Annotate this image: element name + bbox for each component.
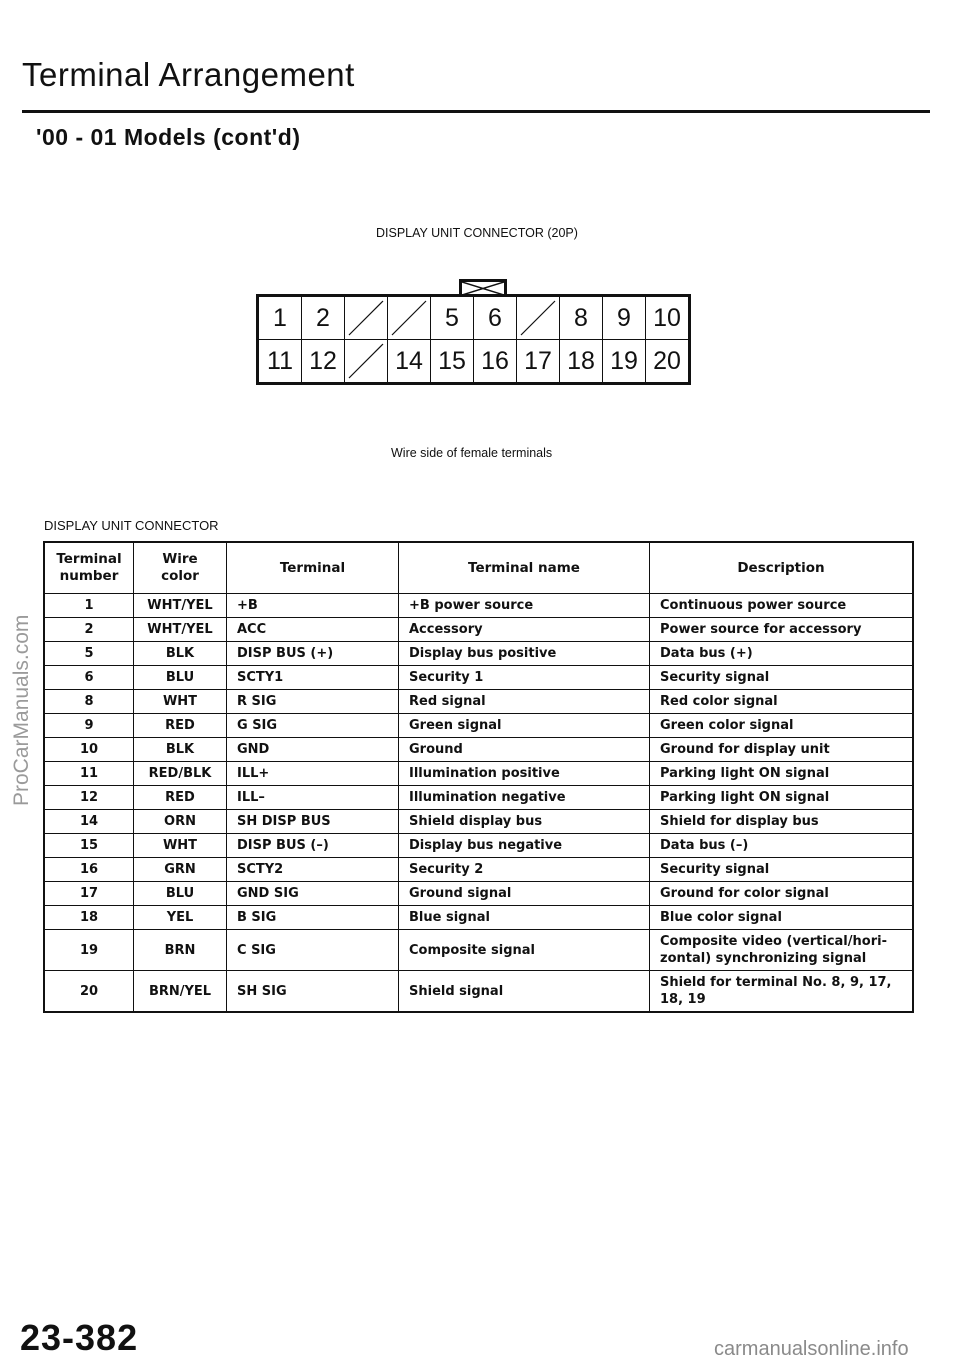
table-row	[44, 882, 913, 906]
cell-description: Red color signal	[650, 690, 914, 714]
cell-number: 10	[44, 738, 134, 762]
table-row	[44, 666, 913, 690]
cell-terminal: GND SIG	[227, 882, 399, 906]
connector-pin: 6	[474, 296, 517, 340]
table-row	[44, 906, 913, 930]
header-terminal-number: Terminal number	[44, 542, 134, 594]
header-wire-color: Wire color	[134, 542, 227, 594]
connector-empty-cavity	[388, 296, 431, 340]
cell-terminal: SH DISP BUS	[227, 810, 399, 834]
table-row	[44, 786, 913, 810]
cell-terminal-name: Display bus negative	[399, 834, 650, 858]
cell-terminal: SCTY2	[227, 858, 399, 882]
terminal-table	[43, 541, 914, 1013]
connector-pin: 9	[603, 296, 646, 340]
cell-number: 1	[44, 594, 134, 618]
connector-row	[258, 296, 690, 340]
table-row	[44, 930, 913, 971]
table-row	[44, 858, 913, 882]
connector-label: DISPLAY UNIT CONNECTOR (20P)	[376, 226, 578, 240]
connector-pin-grid	[256, 294, 691, 385]
cell-terminal-name: Illumination negative	[399, 786, 650, 810]
cell-terminal-name: Shield display bus	[399, 810, 650, 834]
cell-terminal-name: Composite signal	[399, 930, 650, 971]
header-terminal-name: Terminal name	[399, 542, 650, 594]
cell-terminal-name: Security 2	[399, 858, 650, 882]
cell-number: 16	[44, 858, 134, 882]
cell-description: Parking light ON signal	[650, 786, 914, 810]
cell-description: Shield for terminal No. 8, 9, 17, 18, 19	[650, 971, 914, 1013]
cell-wire-color: YEL	[134, 906, 227, 930]
cell-number: 5	[44, 642, 134, 666]
connector-pin: 14	[388, 340, 431, 384]
watermark-text: ProCarManuals.com	[10, 614, 33, 806]
cell-terminal: SH SIG	[227, 971, 399, 1013]
cell-terminal-name: Blue signal	[399, 906, 650, 930]
cell-terminal-name: Shield signal	[399, 971, 650, 1013]
cell-terminal: R SIG	[227, 690, 399, 714]
cell-number: 11	[44, 762, 134, 786]
page-subtitle: '00 - 01 Models (cont'd)	[36, 124, 301, 150]
cell-terminal: GND	[227, 738, 399, 762]
cell-wire-color: WHT/YEL	[134, 594, 227, 618]
connector-pin: 16	[474, 340, 517, 384]
cell-number: 2	[44, 618, 134, 642]
cell-terminal: B SIG	[227, 906, 399, 930]
cell-number: 12	[44, 786, 134, 810]
cell-description: Ground for display unit	[650, 738, 914, 762]
connector-pin: 18	[560, 340, 603, 384]
cell-terminal: ACC	[227, 618, 399, 642]
table-label: DISPLAY UNIT CONNECTOR	[44, 518, 219, 533]
cell-number: 20	[44, 971, 134, 1013]
cell-terminal: G SIG	[227, 714, 399, 738]
cell-wire-color: WHT	[134, 690, 227, 714]
connector-pin: 1	[258, 296, 302, 340]
table-row	[44, 834, 913, 858]
connector-pin: 20	[646, 340, 690, 384]
cell-terminal: DISP BUS (–)	[227, 834, 399, 858]
cell-wire-color: ORN	[134, 810, 227, 834]
cell-terminal: SCTY1	[227, 666, 399, 690]
connector-caption: Wire side of female terminals	[391, 446, 553, 460]
connector-pin: 15	[431, 340, 474, 384]
cell-number: 15	[44, 834, 134, 858]
title-rule	[22, 110, 930, 113]
connector-row	[258, 340, 690, 384]
page-number: 23-382	[20, 1317, 139, 1358]
connector-empty-cavity	[517, 296, 560, 340]
cell-wire-color: WHT	[134, 834, 227, 858]
site-footer: carmanualsonline.info	[714, 1338, 909, 1360]
table-header-row	[44, 542, 913, 594]
cell-terminal: DISP BUS (+)	[227, 642, 399, 666]
table-row	[44, 642, 913, 666]
cell-wire-color: GRN	[134, 858, 227, 882]
cell-description: Security signal	[650, 666, 914, 690]
cell-description: Continuous power source	[650, 594, 914, 618]
cell-wire-color: BLK	[134, 642, 227, 666]
connector-empty-cavity	[345, 296, 388, 340]
cell-wire-color: WHT/YEL	[134, 618, 227, 642]
connector-pin: 2	[302, 296, 345, 340]
cell-description: Composite video (vertical/hori-zontal) synchronizing signal	[650, 930, 914, 971]
cell-number: 9	[44, 714, 134, 738]
cell-number: 17	[44, 882, 134, 906]
cell-wire-color: BLU	[134, 666, 227, 690]
cell-terminal-name: Accessory	[399, 618, 650, 642]
table-row	[44, 810, 913, 834]
cell-number: 14	[44, 810, 134, 834]
cell-terminal-name: Illumination positive	[399, 762, 650, 786]
cell-wire-color: RED	[134, 714, 227, 738]
cell-number: 8	[44, 690, 134, 714]
connector-pin: 5	[431, 296, 474, 340]
cell-description: Parking light ON signal	[650, 762, 914, 786]
cell-terminal-name: +B power source	[399, 594, 650, 618]
cell-terminal: C SIG	[227, 930, 399, 971]
cell-wire-color: BLU	[134, 882, 227, 906]
table-row	[44, 762, 913, 786]
connector-lock-tab	[459, 279, 507, 295]
cell-number: 18	[44, 906, 134, 930]
cell-terminal: +B	[227, 594, 399, 618]
cell-terminal-name: Ground signal	[399, 882, 650, 906]
connector-empty-cavity	[345, 340, 388, 384]
table-row	[44, 738, 913, 762]
cell-description: Ground for color signal	[650, 882, 914, 906]
cell-wire-color: BRN	[134, 930, 227, 971]
connector-pin: 17	[517, 340, 560, 384]
cell-wire-color: BRN/YEL	[134, 971, 227, 1013]
header-terminal: Terminal	[227, 542, 399, 594]
connector-pin: 19	[603, 340, 646, 384]
connector-pin: 8	[560, 296, 603, 340]
table-row	[44, 618, 913, 642]
cell-wire-color: RED/BLK	[134, 762, 227, 786]
cell-description: Blue color signal	[650, 906, 914, 930]
connector-pin: 11	[258, 340, 302, 384]
table-row	[44, 971, 913, 1013]
cell-wire-color: BLK	[134, 738, 227, 762]
cell-number: 19	[44, 930, 134, 971]
table-row	[44, 690, 913, 714]
table-row	[44, 594, 913, 618]
cell-description: Data bus (–)	[650, 834, 914, 858]
cell-description: Data bus (+)	[650, 642, 914, 666]
cell-terminal-name: Green signal	[399, 714, 650, 738]
cell-terminal-name: Ground	[399, 738, 650, 762]
cell-number: 6	[44, 666, 134, 690]
cell-description: Green color signal	[650, 714, 914, 738]
connector-pin: 12	[302, 340, 345, 384]
cell-terminal-name: Display bus positive	[399, 642, 650, 666]
cell-terminal: ILL+	[227, 762, 399, 786]
header-description: Description	[650, 542, 914, 594]
connector-pin: 10	[646, 296, 690, 340]
cell-terminal-name: Security 1	[399, 666, 650, 690]
cell-description: Shield for display bus	[650, 810, 914, 834]
cell-terminal: ILL–	[227, 786, 399, 810]
page-title: Terminal Arrangement	[22, 56, 355, 93]
cell-description: Security signal	[650, 858, 914, 882]
cell-description: Power source for accessory	[650, 618, 914, 642]
table-row	[44, 714, 913, 738]
cell-terminal-name: Red signal	[399, 690, 650, 714]
cell-wire-color: RED	[134, 786, 227, 810]
